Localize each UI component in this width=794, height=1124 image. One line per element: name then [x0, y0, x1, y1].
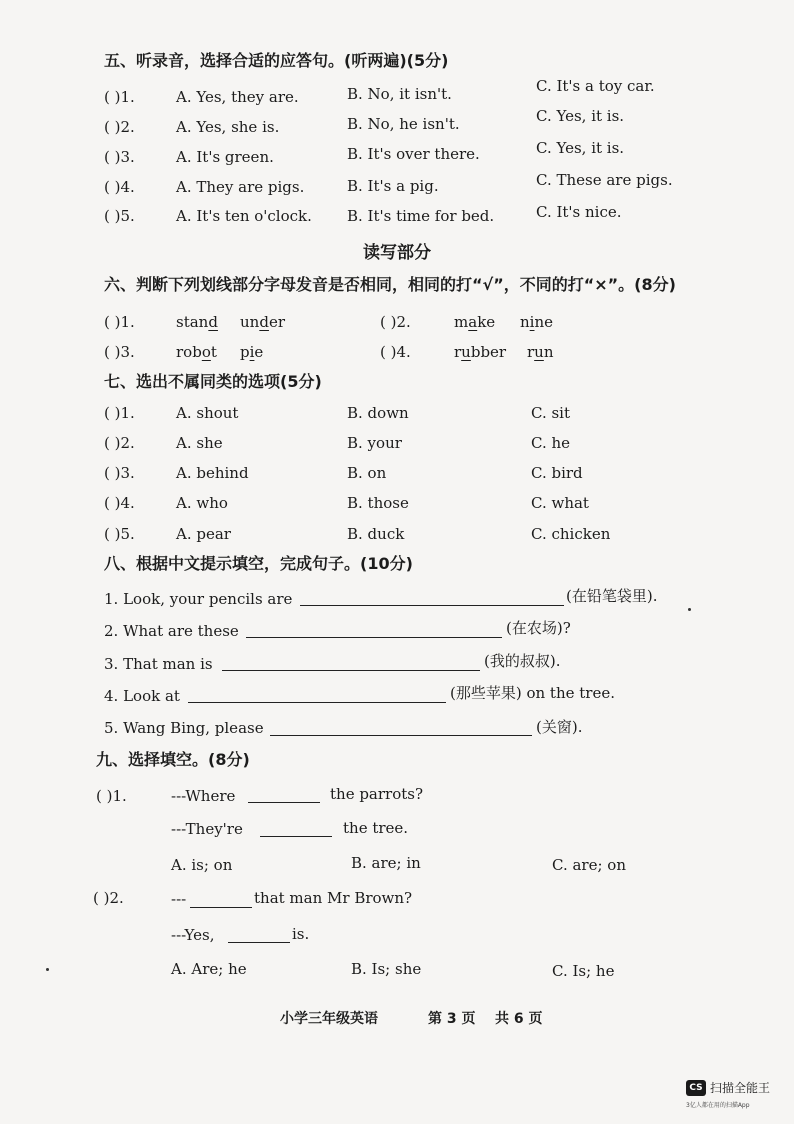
option-b: B. It's a pig. [347, 177, 439, 195]
option-c: C. he [531, 434, 571, 452]
option-b: B. your [347, 434, 402, 452]
answer-blank[interactable] [228, 942, 290, 943]
item-number[interactable]: ( )2. [93, 889, 124, 907]
option-c: C. Is; he [552, 962, 615, 980]
item-number[interactable]: ( )1. [104, 313, 135, 331]
option-b: B. are; in [351, 854, 421, 872]
option-b: B. It's over there. [347, 145, 480, 163]
section-8-title: 八、根据中文提示填空，完成句子。(10分) [104, 554, 413, 573]
scan-speck [688, 608, 691, 611]
chinese-hint: (在铅笔袋里). [566, 587, 658, 605]
option-a: A. It's ten o'clock. [176, 207, 312, 225]
option-b: B. duck [347, 525, 405, 543]
answer-blank[interactable] [222, 670, 480, 671]
item-number[interactable]: ( )1. [96, 787, 127, 805]
word-2: under [240, 313, 285, 331]
option-a: A. Yes, they are. [176, 88, 299, 106]
sentence-prefix: 5. Wang Bing, please [104, 719, 264, 737]
item-number[interactable]: ( )2. [104, 434, 135, 452]
response-text: is. [292, 925, 310, 943]
footer-subject: 小学三年级英语 [280, 1011, 378, 1027]
item-number[interactable]: ( )4. [380, 343, 411, 361]
option-b: B. those [347, 494, 409, 512]
sentence-prefix: 4. Look at [104, 687, 180, 705]
chinese-hint: (我的叔叔). [484, 652, 561, 670]
question-text: the parrots? [330, 785, 424, 803]
option-a: A. shout [176, 404, 239, 422]
item-number[interactable]: ( )1. [104, 404, 135, 422]
section-6-title: 六、判断下列划线部分字母发音是否相同，相同的打“√”，不同的打“×”。(8分) [104, 275, 676, 294]
option-a: A. who [176, 494, 228, 512]
option-a: A. Are; he [171, 960, 247, 978]
option-b: B. down [347, 404, 409, 422]
section-9-title: 九、选择填空。(8分) [96, 750, 250, 769]
response-text: the tree. [343, 819, 409, 837]
item-number[interactable]: ( )2. [104, 118, 135, 136]
question-text: that man Mr Brown? [254, 889, 413, 907]
item-number[interactable]: ( )1. [104, 88, 135, 106]
section-5-title: 五、听录音，选择合适的应答句。(听两遍)(5分) [104, 51, 449, 70]
scanner-tagline: 3亿人都在用的扫描App [686, 1102, 750, 1109]
option-a: A. It's green. [176, 148, 274, 166]
sentence-prefix: 1. Look, your pencils are [104, 590, 293, 608]
answer-blank[interactable] [190, 907, 252, 908]
item-number[interactable]: ( )5. [104, 525, 135, 543]
word-1: robot [176, 343, 217, 361]
response-text: ---They're [171, 820, 243, 838]
word-1: stand [176, 313, 218, 331]
option-c: C. are; on [552, 856, 626, 874]
item-number[interactable]: ( )3. [104, 148, 135, 166]
option-a: A. Yes, she is. [176, 118, 280, 136]
scanner-app-name: 扫描全能王 [710, 1081, 771, 1095]
scan-speck [46, 968, 49, 971]
option-a: A. is; on [171, 856, 233, 874]
item-number[interactable]: ( )4. [104, 178, 135, 196]
part-title: 读写部分 [363, 243, 431, 263]
question-text: --- [171, 890, 187, 908]
section-7-title: 七、选出不属同类的选项(5分) [104, 372, 322, 391]
item-number[interactable]: ( )5. [104, 207, 135, 225]
scanner-logo-icon: CS [686, 1080, 706, 1096]
response-text: ---Yes, [171, 926, 215, 944]
option-b: B. Is; she [351, 960, 422, 978]
option-c: C. These are pigs. [536, 171, 673, 189]
footer-total: 共 6 页 [495, 1011, 543, 1027]
option-b: B. No, he isn't. [347, 115, 460, 133]
chinese-hint: (在农场)? [506, 619, 571, 637]
answer-blank[interactable] [300, 605, 564, 606]
option-a: A. behind [176, 464, 249, 482]
word-1: rubber [454, 343, 507, 361]
sentence-prefix: 2. What are these [104, 622, 239, 640]
question-text: ---Where [171, 787, 236, 805]
option-c: C. bird [531, 464, 583, 482]
chinese-hint: (关窗). [536, 718, 583, 736]
option-c: C. what [531, 494, 589, 512]
word-2: pie [240, 343, 264, 361]
answer-blank[interactable] [246, 637, 502, 638]
item-number[interactable]: ( )4. [104, 494, 135, 512]
word-1: make [454, 313, 496, 331]
sentence-prefix: 3. That man is [104, 655, 213, 673]
option-c: C. It's nice. [536, 203, 622, 221]
chinese-hint: (那些苹果) on the tree. [450, 684, 615, 702]
option-a: A. They are pigs. [176, 178, 305, 196]
option-a: A. she [176, 434, 223, 452]
option-c: C. chicken [531, 525, 611, 543]
option-b: B. It's time for bed. [347, 207, 495, 225]
answer-blank[interactable] [260, 836, 332, 837]
answer-blank[interactable] [188, 702, 446, 703]
option-c: C. Yes, it is. [536, 139, 625, 157]
footer-page: 第 3 页 [428, 1011, 476, 1027]
item-number[interactable]: ( )3. [104, 343, 135, 361]
answer-blank[interactable] [248, 802, 320, 803]
option-c: C. sit [531, 404, 571, 422]
item-number[interactable]: ( )3. [104, 464, 135, 482]
option-b: B. No, it isn't. [347, 85, 452, 103]
option-a: A. pear [176, 525, 231, 543]
option-b: B. on [347, 464, 387, 482]
item-number[interactable]: ( )2. [380, 313, 411, 331]
option-c: C. It's a toy car. [536, 77, 655, 95]
option-c: C. Yes, it is. [536, 107, 625, 125]
word-2: nine [520, 313, 554, 331]
word-2: run [527, 343, 554, 361]
answer-blank[interactable] [270, 735, 532, 736]
